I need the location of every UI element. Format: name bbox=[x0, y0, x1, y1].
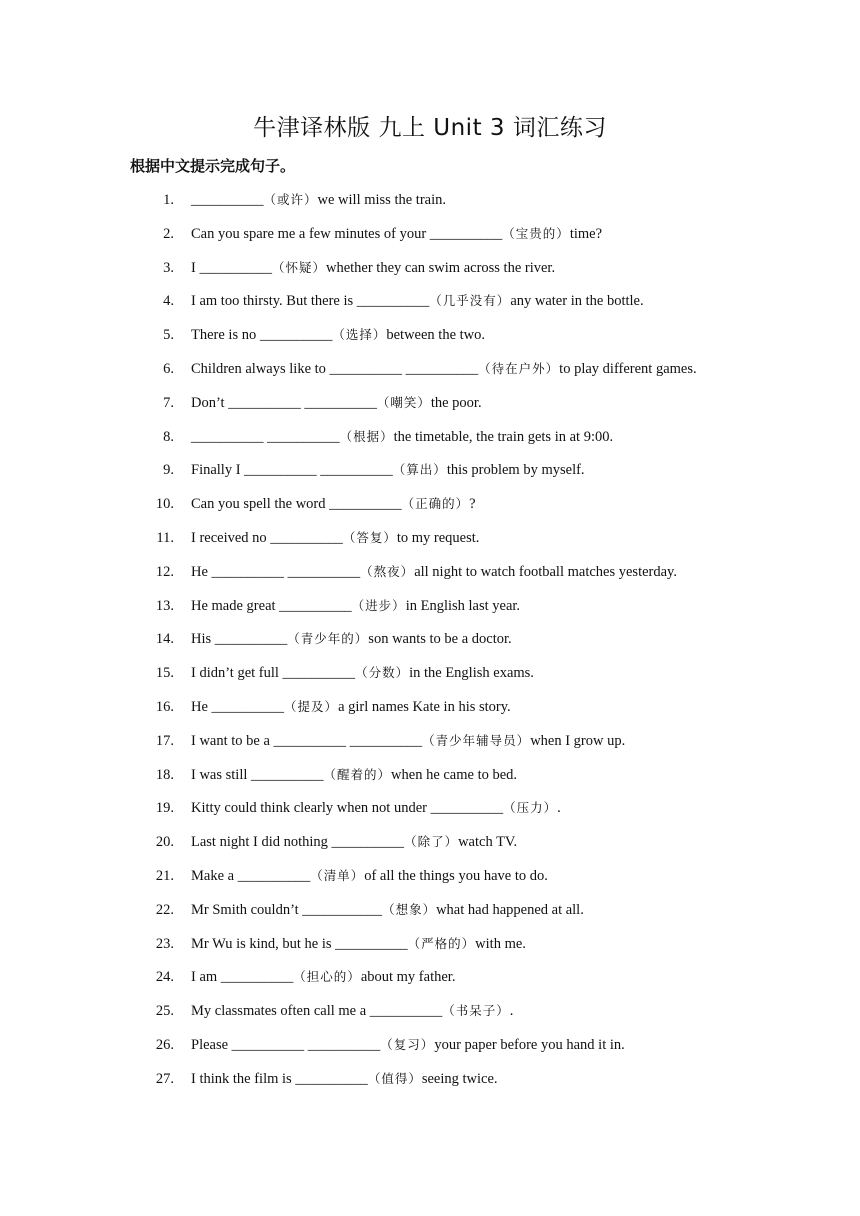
exercise-item bbox=[0, 256, 860, 290]
exercise-item bbox=[0, 999, 860, 1033]
exercise-item bbox=[0, 864, 860, 898]
sentence-after-hint: your paper before you hand it in. bbox=[434, 1036, 625, 1053]
item-sentence bbox=[191, 898, 584, 922]
exercise-item bbox=[0, 763, 860, 797]
item-number: 20. bbox=[155, 834, 174, 851]
sentence-after-hint: about my father. bbox=[360, 969, 456, 986]
item-number: 14. bbox=[155, 631, 174, 648]
item-sentence bbox=[191, 830, 517, 854]
item-number: 25. bbox=[155, 1003, 174, 1020]
sentence-before-hint: Can you spell the word __________ bbox=[191, 496, 402, 513]
sentence-before-hint: He __________ __________ bbox=[191, 563, 361, 580]
item-sentence bbox=[191, 729, 625, 753]
chinese-hint: （熬夜） bbox=[360, 563, 415, 579]
exercise-item bbox=[0, 627, 860, 661]
item-sentence bbox=[191, 492, 476, 516]
sentence-before-hint: His __________ bbox=[191, 631, 288, 648]
sentence-before-hint: I didn’t get full __________ bbox=[191, 665, 356, 682]
sentence-after-hint: son wants to be a doctor. bbox=[368, 631, 512, 648]
exercise-item bbox=[0, 492, 860, 526]
exercise-list bbox=[0, 188, 860, 1101]
exercise-item bbox=[0, 560, 860, 594]
item-number: 13. bbox=[155, 597, 174, 614]
chinese-hint: （提及） bbox=[284, 698, 339, 714]
item-number: 5. bbox=[163, 327, 174, 344]
sentence-after-hint: time? bbox=[569, 225, 603, 242]
item-number: 4. bbox=[163, 293, 174, 310]
chinese-hint: （严格的） bbox=[407, 935, 476, 951]
sentence-before-hint: He __________ bbox=[191, 698, 285, 715]
exercise-item bbox=[0, 965, 860, 999]
item-number: 24. bbox=[155, 969, 174, 986]
sentence-after-hint: to play different games. bbox=[559, 360, 697, 377]
item-sentence bbox=[191, 560, 677, 584]
item-number: 10. bbox=[155, 496, 174, 513]
sentence-before-hint: Mr Wu is kind, but he is __________ bbox=[191, 935, 408, 952]
item-sentence bbox=[191, 999, 513, 1023]
sentence-before-hint: Finally I __________ __________ bbox=[191, 462, 393, 479]
chinese-hint: （或许） bbox=[263, 192, 318, 207]
item-sentence bbox=[191, 1033, 625, 1057]
item-sentence bbox=[191, 1067, 498, 1091]
sentence-before-hint: I think the film is __________ bbox=[191, 1070, 368, 1087]
item-sentence bbox=[191, 256, 555, 280]
item-number: 1. bbox=[163, 192, 174, 208]
item-sentence bbox=[191, 932, 526, 956]
chinese-hint: （怀疑） bbox=[271, 259, 326, 275]
chinese-hint: （宝贵的） bbox=[502, 225, 570, 241]
sentence-before-hint: __________ bbox=[191, 192, 264, 208]
item-sentence bbox=[191, 289, 644, 313]
sentence-before-hint: Last night I did nothing __________ bbox=[191, 834, 405, 851]
item-number: 7. bbox=[163, 394, 174, 411]
item-number: 15. bbox=[155, 665, 174, 682]
item-number: 12. bbox=[155, 563, 174, 580]
chinese-hint: （醒着的） bbox=[323, 766, 392, 782]
sentence-before-hint: I am __________ bbox=[191, 969, 294, 986]
sentence-after-hint: watch TV. bbox=[458, 834, 518, 851]
exercise-item bbox=[0, 796, 860, 830]
sentence-before-hint: Make a __________ bbox=[191, 867, 311, 884]
item-sentence bbox=[191, 222, 602, 246]
sentence-before-hint: Mr Smith couldn’t ___________ bbox=[191, 901, 383, 918]
chinese-hint: （根据） bbox=[339, 428, 394, 444]
sentence-after-hint: when he came to bed. bbox=[391, 766, 518, 783]
chinese-hint: （答复） bbox=[342, 529, 397, 545]
exercise-instruction: 根据中文提示完成句子。 bbox=[130, 157, 296, 175]
sentence-before-hint: Kitty could think clearly when not under __________ bbox=[191, 800, 504, 817]
exercise-item bbox=[0, 323, 860, 357]
sentence-after-hint: we will miss the train. bbox=[317, 192, 446, 208]
item-sentence bbox=[191, 627, 512, 651]
item-sentence bbox=[191, 594, 520, 618]
sentence-after-hint: with me. bbox=[475, 935, 526, 952]
chinese-hint: （担心的） bbox=[293, 969, 361, 985]
exercise-item bbox=[0, 695, 860, 729]
item-sentence bbox=[191, 188, 446, 212]
item-sentence bbox=[191, 695, 511, 719]
item-sentence bbox=[191, 796, 561, 820]
exercise-item bbox=[0, 188, 860, 222]
chinese-hint: （除了） bbox=[404, 834, 459, 850]
sentence-after-hint: ? bbox=[469, 496, 476, 513]
exercise-item bbox=[0, 458, 860, 492]
chinese-hint: （几乎没有） bbox=[429, 293, 511, 309]
sentence-before-hint: Don’t __________ __________ bbox=[191, 394, 377, 411]
item-sentence bbox=[191, 323, 485, 347]
sentence-before-hint: Children always like to __________ __________ bbox=[191, 360, 479, 377]
sentence-before-hint: He made great __________ bbox=[191, 597, 352, 614]
exercise-item bbox=[0, 1067, 860, 1101]
item-sentence bbox=[191, 763, 517, 787]
chinese-hint: （嘲笑） bbox=[376, 394, 431, 410]
sentence-after-hint: a girl names Kate in his story. bbox=[338, 698, 511, 715]
chinese-hint: （压力） bbox=[503, 800, 558, 816]
item-sentence bbox=[191, 526, 479, 550]
sentence-after-hint: the poor. bbox=[430, 394, 482, 411]
item-sentence bbox=[191, 661, 534, 685]
chinese-hint: （复习） bbox=[380, 1036, 435, 1052]
item-number: 27. bbox=[155, 1070, 174, 1087]
sentence-before-hint: There is no __________ bbox=[191, 327, 333, 344]
sentence-after-hint: this problem by myself. bbox=[446, 462, 585, 479]
item-sentence bbox=[191, 357, 697, 381]
exercise-item bbox=[0, 357, 860, 391]
sentence-after-hint: whether they can swim across the river. bbox=[325, 259, 556, 276]
page-title: 牛津译林版 九上 Unit 3 词汇练习 bbox=[253, 115, 607, 141]
item-number: 3. bbox=[163, 259, 174, 276]
item-number: 22. bbox=[155, 901, 174, 918]
item-number: 6. bbox=[163, 360, 174, 377]
item-number: 26. bbox=[155, 1036, 174, 1053]
sentence-after-hint: when I grow up. bbox=[530, 732, 626, 749]
item-number: 17. bbox=[155, 732, 174, 749]
item-number: 11. bbox=[156, 529, 174, 546]
chinese-hint: （青少年的） bbox=[287, 631, 369, 647]
sentence-after-hint: to my request. bbox=[396, 529, 480, 546]
exercise-item bbox=[0, 222, 860, 256]
exercise-item bbox=[0, 425, 860, 459]
chinese-hint: （待在户外） bbox=[478, 360, 560, 376]
item-number: 23. bbox=[155, 935, 174, 952]
chinese-hint: （值得） bbox=[367, 1070, 422, 1086]
chinese-hint: （想象） bbox=[382, 901, 437, 917]
item-sentence bbox=[191, 864, 548, 888]
sentence-before-hint: Please __________ __________ bbox=[191, 1036, 381, 1053]
sentence-after-hint: in English last year. bbox=[405, 597, 521, 614]
item-number: 19. bbox=[155, 800, 174, 817]
sentence-before-hint: My classmates often call me a __________ bbox=[191, 1003, 443, 1020]
exercise-item bbox=[0, 729, 860, 763]
item-sentence bbox=[191, 965, 455, 989]
exercise-item bbox=[0, 1033, 860, 1067]
item-number: 18. bbox=[155, 766, 174, 783]
item-number: 16. bbox=[155, 698, 174, 715]
sentence-before-hint: I am too thirsty. But there is __________ bbox=[191, 293, 430, 310]
chinese-hint: （清单） bbox=[310, 867, 365, 883]
exercise-item bbox=[0, 830, 860, 864]
exercise-item bbox=[0, 391, 860, 425]
chinese-hint: （选择） bbox=[332, 327, 387, 343]
sentence-after-hint: seeing twice. bbox=[421, 1070, 498, 1087]
item-number: 21. bbox=[155, 867, 174, 884]
sentence-before-hint: I received no __________ bbox=[191, 529, 343, 546]
sentence-before-hint: __________ __________ bbox=[191, 428, 340, 445]
item-number: 9. bbox=[163, 462, 174, 479]
exercise-item bbox=[0, 661, 860, 695]
sentence-after-hint: . bbox=[557, 800, 561, 817]
exercise-item bbox=[0, 898, 860, 932]
item-sentence bbox=[191, 458, 585, 482]
sentence-before-hint: I was still __________ bbox=[191, 766, 324, 783]
exercise-item bbox=[0, 526, 860, 560]
sentence-after-hint: of all the things you have to do. bbox=[364, 867, 548, 884]
sentence-after-hint: all night to watch football matches yesterday. bbox=[414, 563, 677, 580]
item-number: 8. bbox=[163, 428, 174, 445]
item-number: 2. bbox=[163, 225, 174, 242]
item-sentence bbox=[191, 425, 613, 449]
chinese-hint: （书呆子） bbox=[442, 1003, 510, 1019]
sentence-after-hint: . bbox=[509, 1003, 514, 1020]
chinese-hint: （正确的） bbox=[401, 496, 470, 512]
exercise-item bbox=[0, 289, 860, 323]
sentence-before-hint: I __________ bbox=[191, 259, 272, 276]
sentence-after-hint: the timetable, the train gets in at 9:00. bbox=[393, 428, 614, 445]
sentence-after-hint: any water in the bottle. bbox=[510, 293, 644, 310]
sentence-after-hint: in the English exams. bbox=[409, 665, 534, 682]
sentence-after-hint: between the two. bbox=[386, 327, 486, 344]
chinese-hint: （分数） bbox=[355, 665, 410, 681]
sentence-before-hint: I want to be a __________ __________ bbox=[191, 732, 423, 749]
exercise-item bbox=[0, 932, 860, 966]
chinese-hint: （进步） bbox=[351, 597, 406, 613]
exercise-item bbox=[0, 594, 860, 628]
chinese-hint: （算出） bbox=[392, 462, 447, 478]
chinese-hint: （青少年辅导员） bbox=[422, 732, 531, 748]
item-sentence bbox=[191, 391, 482, 415]
sentence-after-hint: what had happened at all. bbox=[436, 901, 584, 918]
sentence-before-hint: Can you spare me a few minutes of your __________ bbox=[191, 225, 503, 242]
